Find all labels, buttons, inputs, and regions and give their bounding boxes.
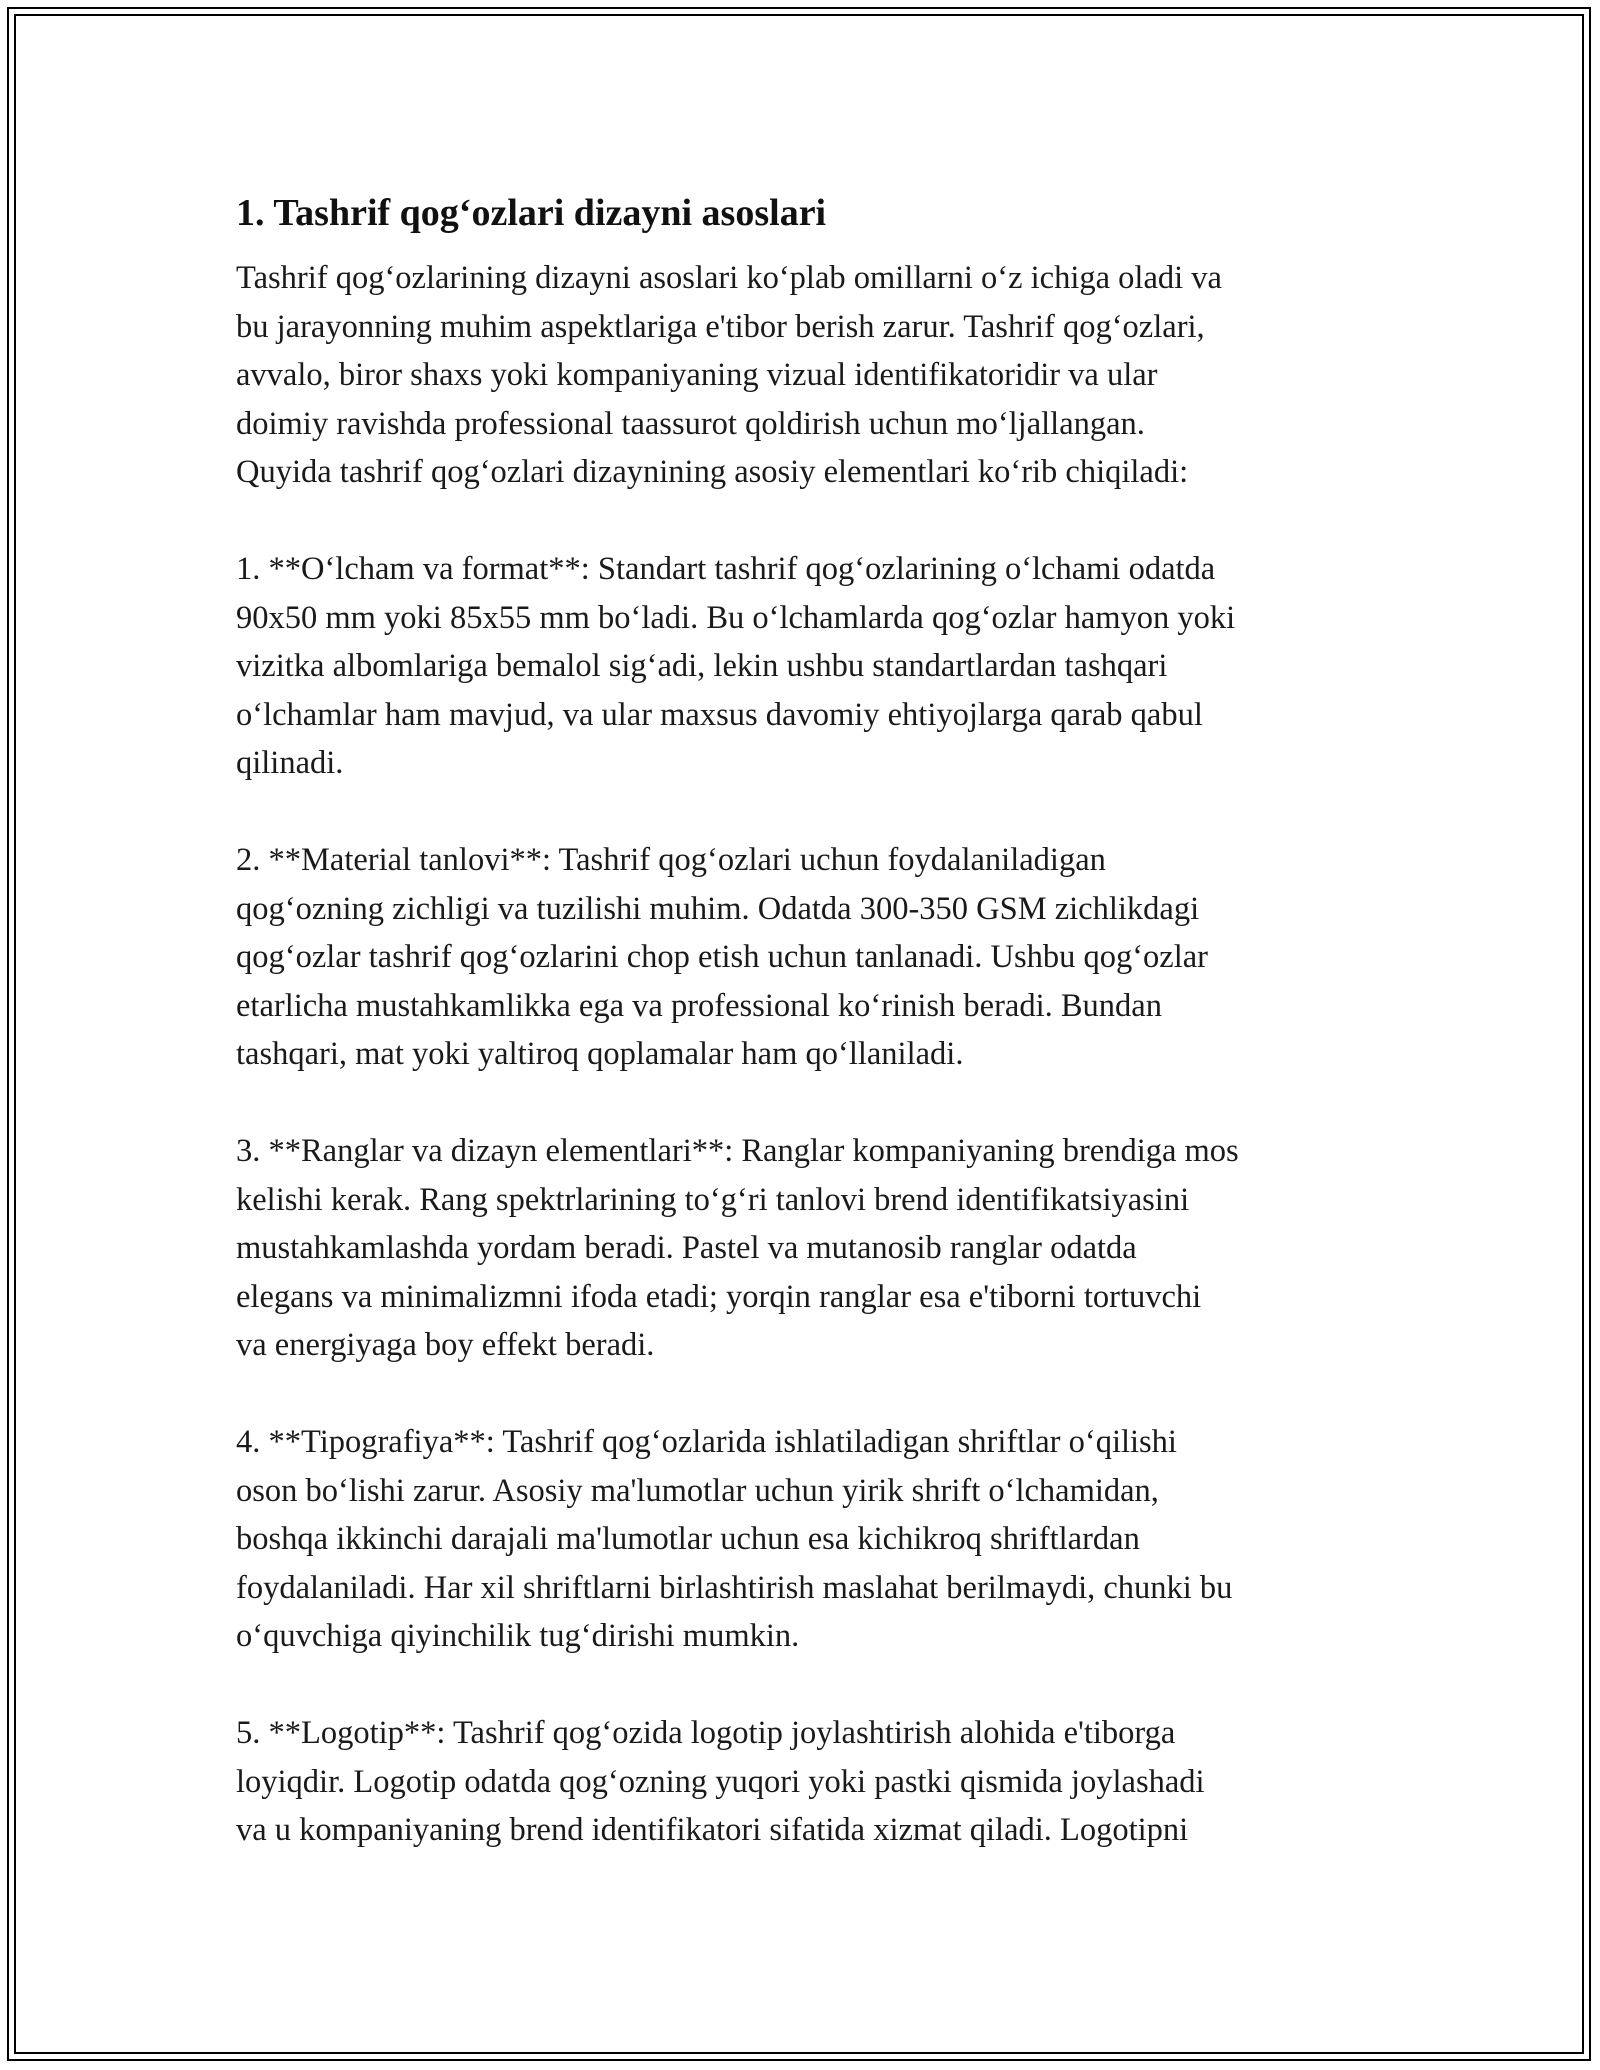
text-line: va u kompaniyaning brend identifikatori sifatida xizmat qiladi. Logotipni xyxy=(236,1812,1189,1848)
text-line: loyiqdir. Logotip odatda qog‘ozning yuqori yoki pastki qismida joylashadi xyxy=(236,1763,1205,1800)
text-line: avvalo, biror shaxs yoki kompaniyaning vizual identifikatoridir va ular xyxy=(236,357,1158,393)
text-line: o‘lchamlar ham mavjud, va ular maxsus davomiy ehtiyojlarga qarab qabul xyxy=(236,696,1203,733)
text-line: oson bo‘lishi zarur. Asosiy ma'lumotlar uchun yirik shrift o‘lchamidan, xyxy=(236,1472,1159,1509)
text-line: qog‘ozlar tashrif qog‘ozlarini chop etish uchun tanlanadi. Ushbu qog‘ozlar xyxy=(236,939,1209,975)
text-line: 3. **Ranglar va dizayn elementlari**: Ranglar kompaniyaning brendiga mos xyxy=(236,1133,1239,1169)
paragraph-typography xyxy=(236,1418,1376,1661)
text-line: foydalaniladi. Har xil shriftlarni birlashtirish maslahat berilmaydi, chunki bu xyxy=(236,1569,1233,1606)
text-line: vizitka albomlariga bemalol sig‘adi, lekin ushbu standartlardan tashqari xyxy=(236,648,1168,684)
text-line: 1. **O‘lcham va format**: Standart tashrif qog‘ozlarining o‘lchami odatda xyxy=(236,551,1216,587)
text-line: doimiy ravishda professional taassurot qoldirish uchun mo‘ljallangan. xyxy=(236,405,1145,442)
text-line: o‘quvchiga qiyinchilik tug‘dirishi mumkin. xyxy=(236,1618,800,1654)
text-line: 5. **Logotip**: Tashrif qog‘ozida logotip joylashtirish alohida e'tiborga xyxy=(236,1715,1176,1751)
text-line: 4. **Tipografiya**: Tashrif qog‘ozlarida ishlatiladigan shriftlar o‘qilishi xyxy=(236,1424,1177,1460)
paragraph-logo xyxy=(236,1709,1376,1855)
text-line: elegans va minimalizmni ifoda etadi; yorqin ranglar esa e'tiborni tortuvchi xyxy=(236,1278,1202,1315)
document-body xyxy=(236,186,1376,1855)
text-line: kelishi kerak. Rang spektrlarining to‘g‘ri tanlovi brend identifikatsiyasini xyxy=(236,1181,1190,1218)
text-line: 2. **Material tanlovi**: Tashrif qog‘ozlari uchun foydalaniladigan xyxy=(236,842,1106,878)
paragraph-intro xyxy=(236,254,1376,497)
text-line: mustahkamlashda yordam beradi. Pastel va mutanosib ranglar odatda xyxy=(236,1230,1137,1266)
text-line: boshqa ikkinchi darajali ma'lumotlar uchun esa kichikroq shriftlardan xyxy=(236,1521,1140,1557)
text-line: Quyida tashrif qog‘ozlari dizaynining asosiy elementlari ko‘rib chiqiladi: xyxy=(236,454,1189,490)
text-line: qog‘ozning zichligi va tuzilishi muhim. Odatda 300-350 GSM zichlikdagi xyxy=(236,890,1200,927)
section-heading: 1. Tashrif qog‘ozlari dizayni asoslari xyxy=(236,192,827,234)
text-line: tashqari, mat yoki yaltiroq qoplamalar ham qo‘llaniladi. xyxy=(236,1036,964,1072)
text-line: va energiyaga boy effekt beradi. xyxy=(236,1327,655,1363)
text-line: bu jarayonning muhim aspektlariga e'tibor berish zarur. Tashrif qog‘ozlari, xyxy=(236,308,1205,345)
paragraph-size-format xyxy=(236,545,1376,788)
text-line: etarlicha mustahkamlikka ega va professional ko‘rinish beradi. Bundan xyxy=(236,987,1162,1024)
paragraph-material xyxy=(236,836,1376,1079)
paragraph-colors xyxy=(236,1127,1376,1370)
text-line: 90x50 mm yoki 85x55 mm bo‘ladi. Bu o‘lchamlarda qog‘ozlar hamyon yoki xyxy=(236,599,1236,636)
text-line: qilinadi. xyxy=(236,745,344,781)
text-line: Tashrif qog‘ozlarining dizayni asoslari ko‘plab omillarni o‘z ichiga oladi va xyxy=(236,260,1222,296)
